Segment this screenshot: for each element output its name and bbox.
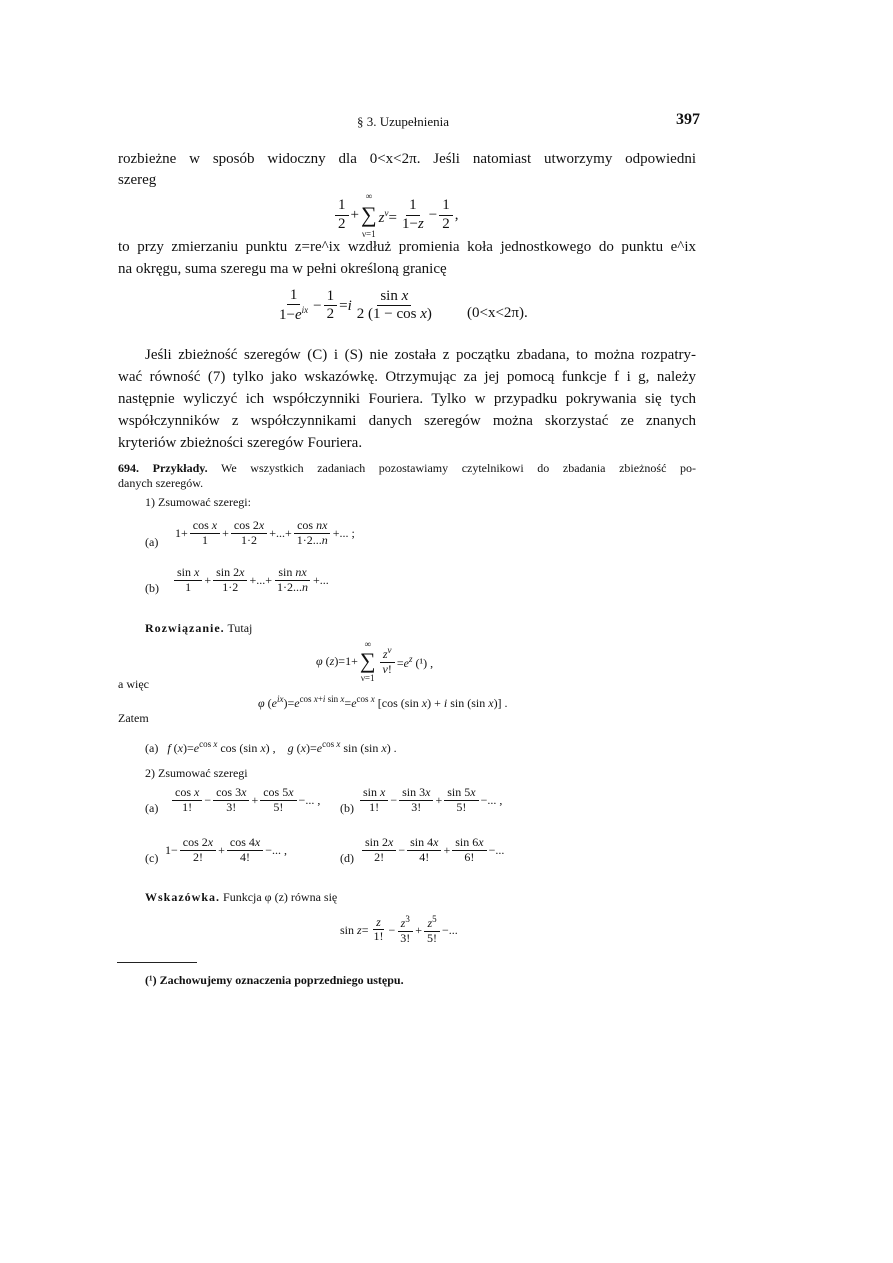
para3-line1: Jeśli zbieżność szeregów (C) i (S) nie została z początku zbadana, to można rozpatry- xyxy=(145,347,696,363)
example-number: 694. xyxy=(118,461,139,475)
series-b: $\frac{\text{sin x}}{1}$ + $\frac{\sin 2x}{1\cdot 2}$ +...+ $\frac{\text{sin nx}}{1\cdot 2...n}$ +... xyxy=(172,566,329,595)
label-a: (a) xyxy=(145,535,159,549)
equation-condition: (0<x<2π). xyxy=(467,305,528,321)
hint-text: Funkcja φ (z) równa się xyxy=(223,890,338,904)
series-2c: 1− $\frac{\cos 2x}{2!}$ + $\frac{\cos 4x}{4!}$ −... , xyxy=(165,835,287,864)
series-2d: $\frac{\sin 2x}{2!}$ − $\frac{\sin 4x}{4!}$ + $\frac{\sin 6x}{6!}$ −... xyxy=(360,836,504,865)
task2-label-c: (c) xyxy=(145,851,159,865)
equation-limit: $\frac{1}{1-e^{ix}}$ − $\frac{1}{2}$ =i $\frac{\text{sin x}}{\text{2 (1 − cos x)}}$ xyxy=(279,287,432,324)
task2-label-a: (a) xyxy=(145,801,159,815)
series-2b: $\frac{\text{sin x}}{1!}$ − $\frac{\sin 3x}{3!}$ + $\frac{\sin 5x}{5!}$ −... , xyxy=(358,786,502,815)
solution-text: Tutaj xyxy=(227,621,253,635)
example-intro-line2: danych szeregów. xyxy=(118,476,204,490)
para3-line3: następnie wyliczyć ich współczynniki Fouriera. Tylko w przypadku pokrywania się tych xyxy=(118,391,696,407)
zatem: Zatem xyxy=(118,711,149,725)
example-intro-text: We wszystkich zadaniach pozostawiamy czytelnikowi do zbadania zbieżność po- xyxy=(221,461,697,475)
para1-line2: szereg xyxy=(118,172,157,188)
task2-label-b: (b) xyxy=(340,801,354,815)
label-b: (b) xyxy=(145,581,159,595)
solution-label: Rozwiązanie. xyxy=(145,621,225,635)
a-wiec: a więc xyxy=(118,677,149,691)
equation-phi-eix: φ $(e^{ix})=e^{cos x+i sin x}=e^{cos x}$ [cos (sin x) + i sin (sin x)] . xyxy=(258,694,508,710)
footnote xyxy=(145,972,404,988)
equation-phi: φ (z)=1+ ∞ ∑ ν=1 $\frac{z^\nu}{\nu!}$ $=e^z$ (¹) , xyxy=(316,639,434,683)
hint-label: Wskazówka. xyxy=(145,890,221,904)
para3-line5: kryteriów zbieżności szeregów Fouriera. xyxy=(118,435,363,451)
equation-sin-series: sin z= $\frac{z}{1!}$ − $\frac{z^3}{3!}$ + $\frac{z^5}{5!}$ −... xyxy=(340,914,458,945)
solution-line xyxy=(145,620,252,636)
example-title: Przykłady. xyxy=(152,461,208,475)
footnote-marker: (¹) xyxy=(145,973,157,987)
page-number: 397 xyxy=(676,111,700,128)
footnote-rule xyxy=(117,962,197,963)
para2-line1: to przy zmierzaniu punktu z=re^ix wzdłuż promienia koła jednostkowego do punktu e^ix xyxy=(118,239,696,255)
running-header: § 3. Uzupełnienia xyxy=(357,114,450,129)
series-2a: $\frac{\text{cos x}}{1!}$ − $\frac{\cos 3x}{3!}$ + $\frac{\cos 5x}{5!}$ −... , xyxy=(170,786,320,815)
hint-line xyxy=(145,889,337,905)
task2-heading: 2) Zsumować szeregi xyxy=(145,766,248,780)
para3-line4: współczynników z współczynnikami danych szeregów można skorzystać ze znanych xyxy=(118,413,696,429)
task1-heading: 1) Zsumować szeregi: xyxy=(145,495,251,509)
equation-series-sum: $\frac{1}{2}$ + ∞ ∑ ν=1 $z^\nu=$ $\frac{1}{1-z}$ − $\frac{1}{2}$ , xyxy=(333,186,459,244)
para3-line2: wać równość (7) tylko jako wskazówkę. Otrzymując za jej pomocą funkcje f i g, należy xyxy=(118,369,696,385)
para2-line2: na okręgu, suma szeregu ma w pełni określoną granicę xyxy=(118,261,447,277)
task2-label-d: (d) xyxy=(340,851,354,865)
footnote-text: Zachowujemy oznaczenia poprzedniego ustępu. xyxy=(159,973,404,987)
para1-line1: rozbieżne w sposób widoczny dla 0<x<2π. Jeśli natomiast utworzymy odpowiedni xyxy=(118,151,696,167)
example-intro-line1 xyxy=(118,460,696,476)
series-a: 1+ $\frac{\text{cos x}}{1}$ + $\frac{\cos 2x}{1\cdot 2}$ +...+ $\frac{\text{cos nx}}{1\cdot 2...n}$ +... ; xyxy=(175,518,355,547)
result-fg: (a) f $(x)=e^{cos x}$ cos (sin x) , g $(x)=e^{cos x}$ sin (sin x) . xyxy=(145,739,397,755)
